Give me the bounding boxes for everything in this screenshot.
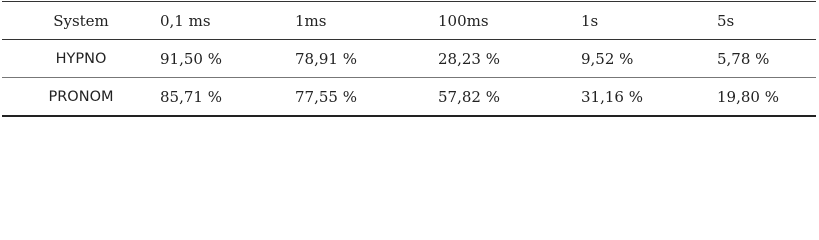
system-name: PRONOM <box>48 88 114 105</box>
table-cell: 78,91 % <box>295 49 357 68</box>
header-1s: 1s <box>581 11 599 30</box>
header-1ms: 1ms <box>295 11 327 30</box>
header-system: System <box>53 11 109 30</box>
system-name: HYPNO <box>55 50 107 67</box>
table-cell: 19,80 % <box>717 87 779 106</box>
table-cell: 5,78 % <box>717 49 770 68</box>
table-cell: 77,55 % <box>295 87 357 106</box>
table-cell: 85,71 % <box>160 87 222 106</box>
table-cell: 91,50 % <box>160 49 222 68</box>
table-row <box>2 40 816 78</box>
table-row <box>2 78 816 117</box>
header-100ms: 100ms <box>438 11 489 30</box>
results-table <box>2 1 816 117</box>
header-5s: 5s <box>717 11 735 30</box>
header-row <box>2 2 816 40</box>
table-cell: 9,52 % <box>581 49 634 68</box>
table-cell: 57,82 % <box>438 87 500 106</box>
header-0-1ms: 0,1 ms <box>160 11 211 30</box>
table-cell: 28,23 % <box>438 49 500 68</box>
table-cell: 31,16 % <box>581 87 643 106</box>
